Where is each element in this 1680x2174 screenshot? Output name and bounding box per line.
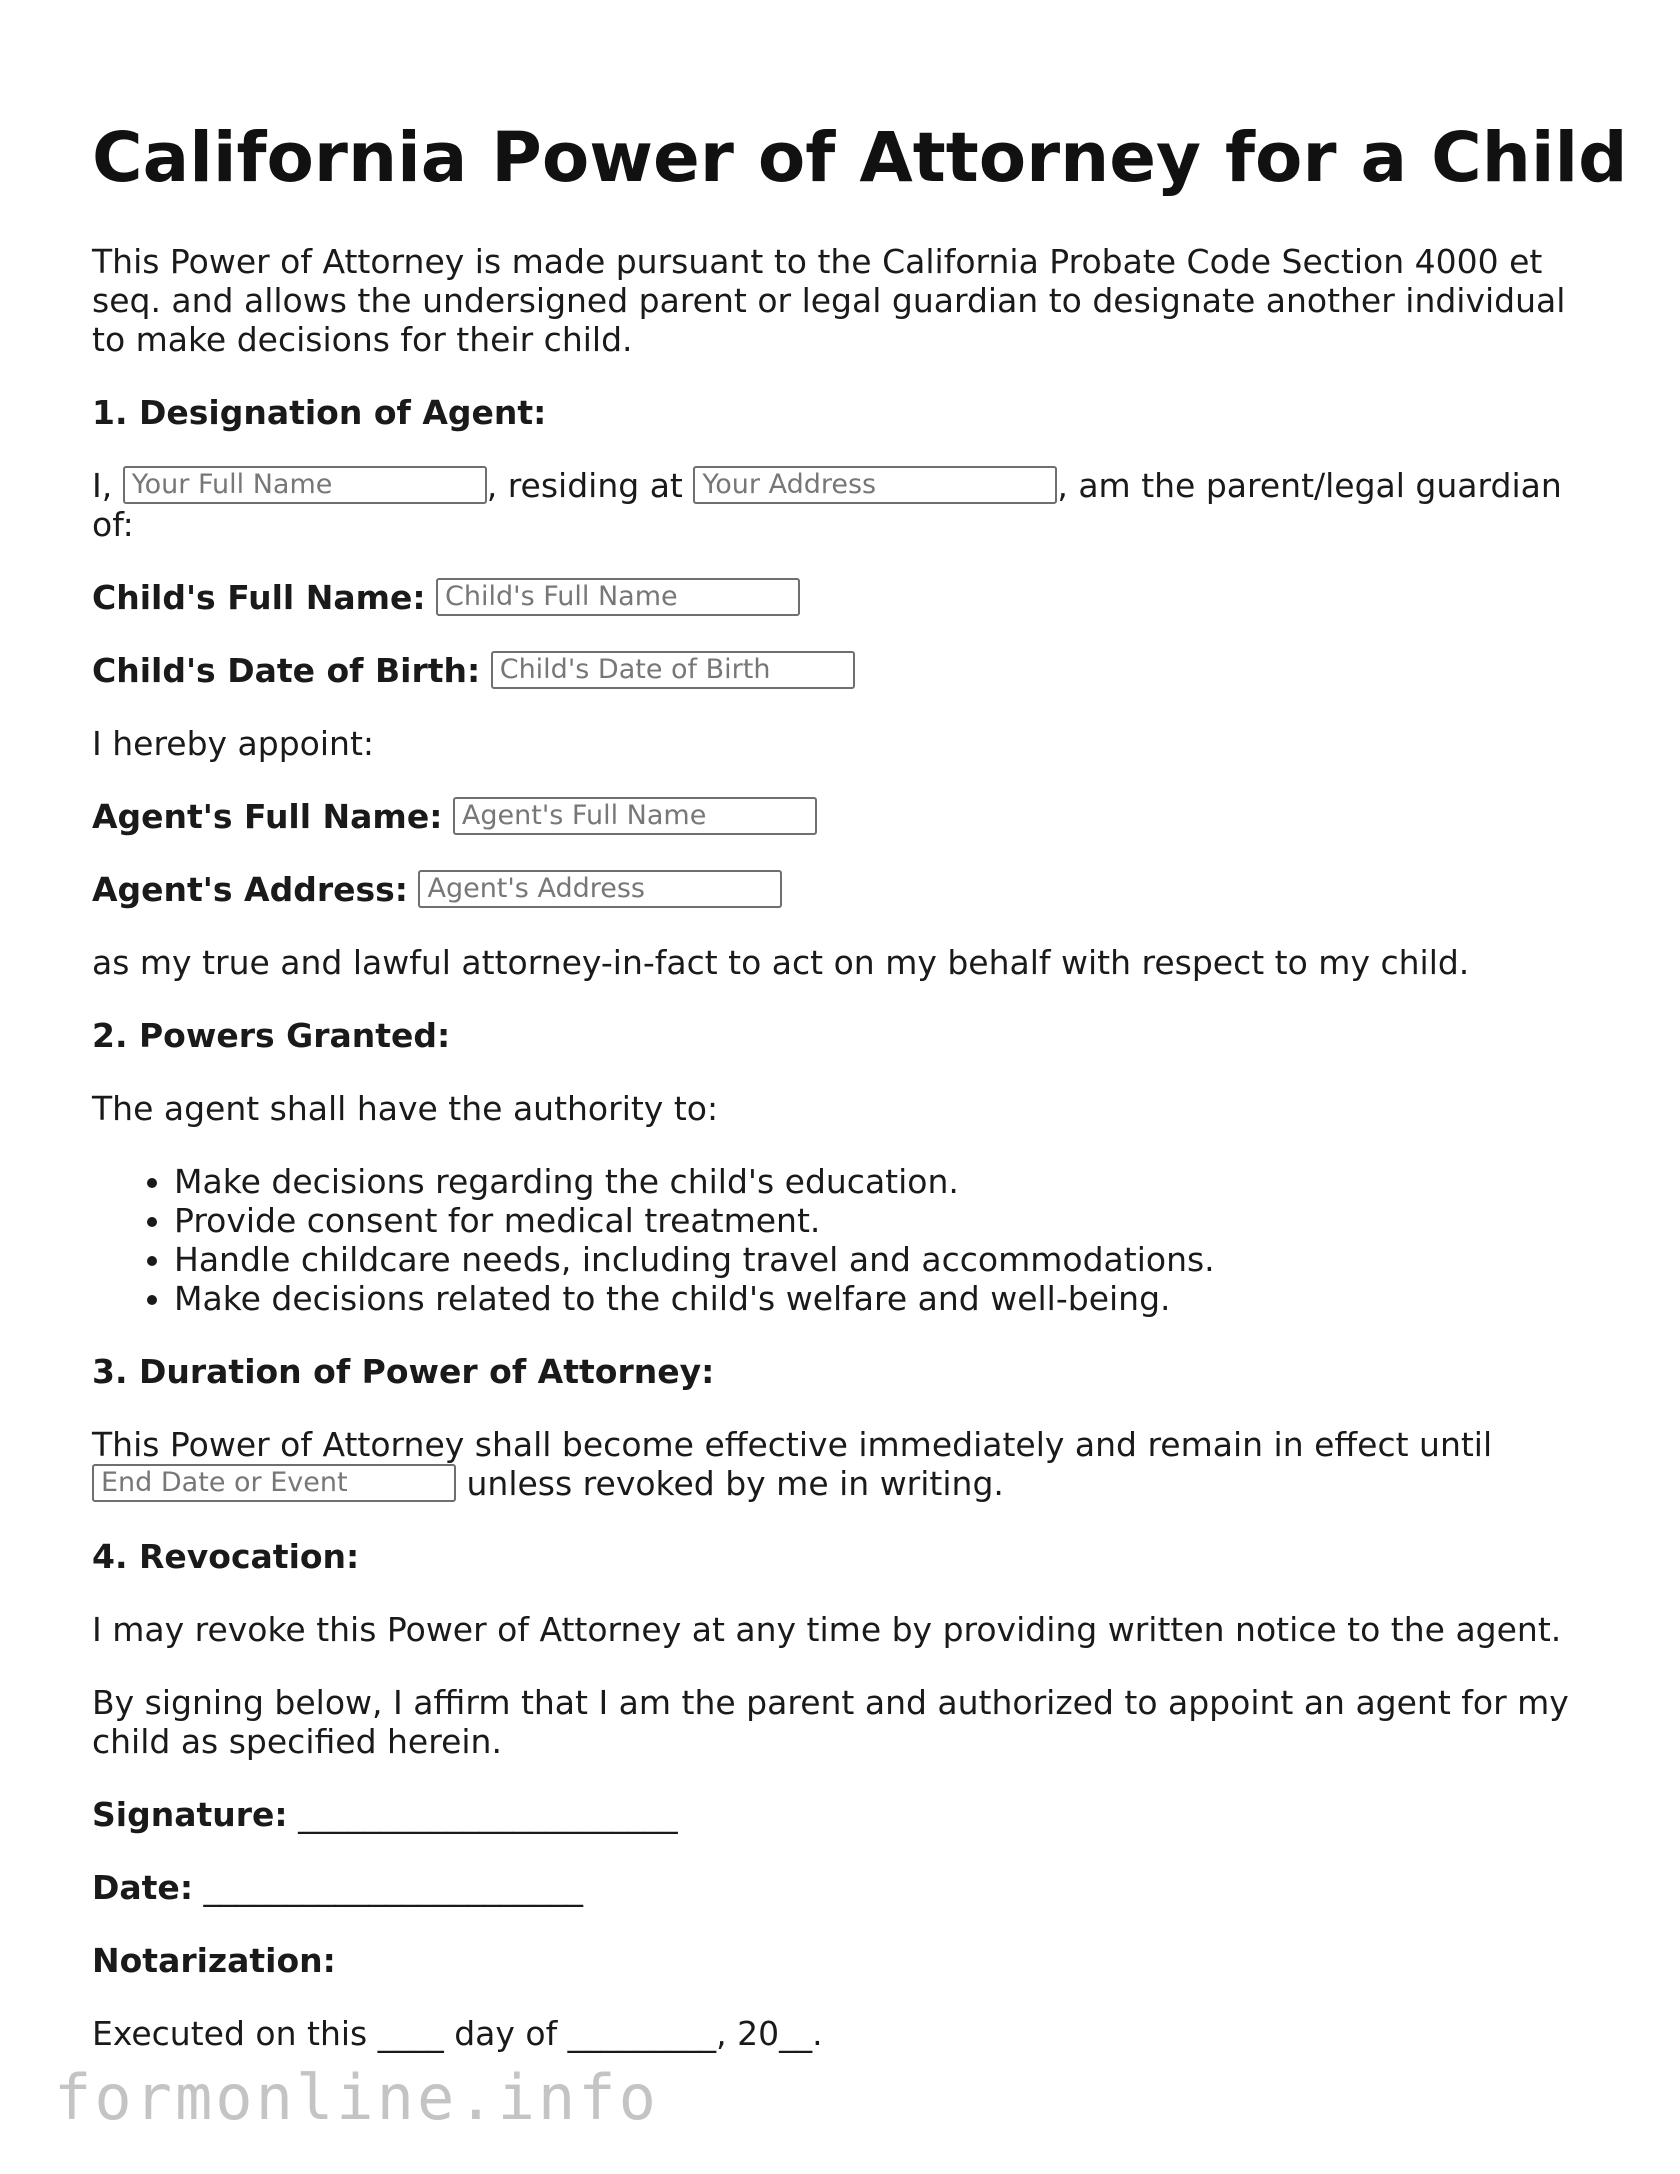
child-dob-input[interactable]: Child's Date of Birth <box>491 651 855 689</box>
signature-blank[interactable]: _______________________ <box>298 1795 678 1834</box>
page-title: California Power of Attorney for a Child <box>92 118 1628 198</box>
section-2-heading: 2. Powers Granted: <box>92 1016 451 1055</box>
child-name-label: Child's Full Name: <box>92 578 426 617</box>
agent-name-input[interactable]: Agent's Full Name <box>453 797 817 835</box>
powers-intro: The agent shall have the authority to: <box>92 1089 719 1128</box>
agent-address-row <box>92 870 1592 909</box>
agent-closing-text: as my true and lawful attorney-in-fact to act on my behalf with respect to my child. <box>92 943 1470 982</box>
affirmation-text: By signing below, I affirm that I am the parent and authorized to appoint an agent for my child as specified herein. <box>92 1683 1569 1761</box>
section-4-heading: 4. Revocation: <box>92 1537 360 1576</box>
list-item: • Make decisions related to the child's welfare and well-being. <box>174 1279 1592 1318</box>
end-date-input[interactable]: End Date or Event <box>92 1464 456 1502</box>
duration-text-after: unless revoked by me in writing. <box>466 1464 1004 1503</box>
agent-address-input[interactable]: Agent's Address <box>418 870 782 908</box>
line-mid: , residing at <box>486 466 683 505</box>
notarization-text: Executed on this ____ day of _________, 20__. <box>92 2014 823 2053</box>
child-name-row <box>92 578 1592 617</box>
duration-paragraph <box>92 1425 1592 1503</box>
section-3-heading: 3. Duration of Power of Attorney: <box>92 1352 715 1391</box>
parent-address-input[interactable]: Your Address <box>693 466 1057 504</box>
agent-address-label: Agent's Address: <box>92 870 408 909</box>
child-dob-label: Child's Date of Birth: <box>92 651 481 690</box>
date-blank[interactable]: _______________________ <box>203 1868 584 1907</box>
watermark: formonline.info <box>54 2061 659 2134</box>
powers-list <box>92 1162 1592 1318</box>
appoint-text: I hereby appoint: <box>92 724 374 763</box>
parent-name-input[interactable]: Your Full Name <box>123 466 487 504</box>
section-1-heading: 1. Designation of Agent: <box>92 393 547 432</box>
intro-paragraph: This Power of Attorney is made pursuant to the California Probate Code Section 4000 et seq. and allows the undersigned parent or legal guardian to designate another individual to make decisions for their child. <box>92 242 1566 359</box>
line-prefix: I, <box>92 466 113 505</box>
document-page <box>92 0 1628 2053</box>
list-item: • Make decisions regarding the child's education. <box>174 1162 1592 1201</box>
signature-label: Signature: <box>92 1795 288 1834</box>
duration-text-before: This Power of Attorney shall become effective immediately and remain in effect until <box>92 1425 1493 1464</box>
signature-line <box>92 1795 1592 1834</box>
agent-name-label: Agent's Full Name: <box>92 797 443 836</box>
child-name-input[interactable]: Child's Full Name <box>436 578 800 616</box>
notarization-heading: Notarization: <box>92 1941 336 1980</box>
date-label: Date: <box>92 1868 194 1907</box>
date-line <box>92 1868 1592 1907</box>
list-item: • Provide consent for medical treatment. <box>174 1201 1592 1240</box>
parent-designation-line <box>92 466 1592 544</box>
list-item: • Handle childcare needs, including travel and accommodations. <box>174 1240 1592 1279</box>
revocation-text: I may revoke this Power of Attorney at any time by providing written notice to the agent. <box>92 1610 1562 1649</box>
agent-name-row <box>92 797 1592 836</box>
child-dob-row <box>92 651 1592 690</box>
line-suffix: , am the parent/legal guardian of: <box>92 466 1562 544</box>
